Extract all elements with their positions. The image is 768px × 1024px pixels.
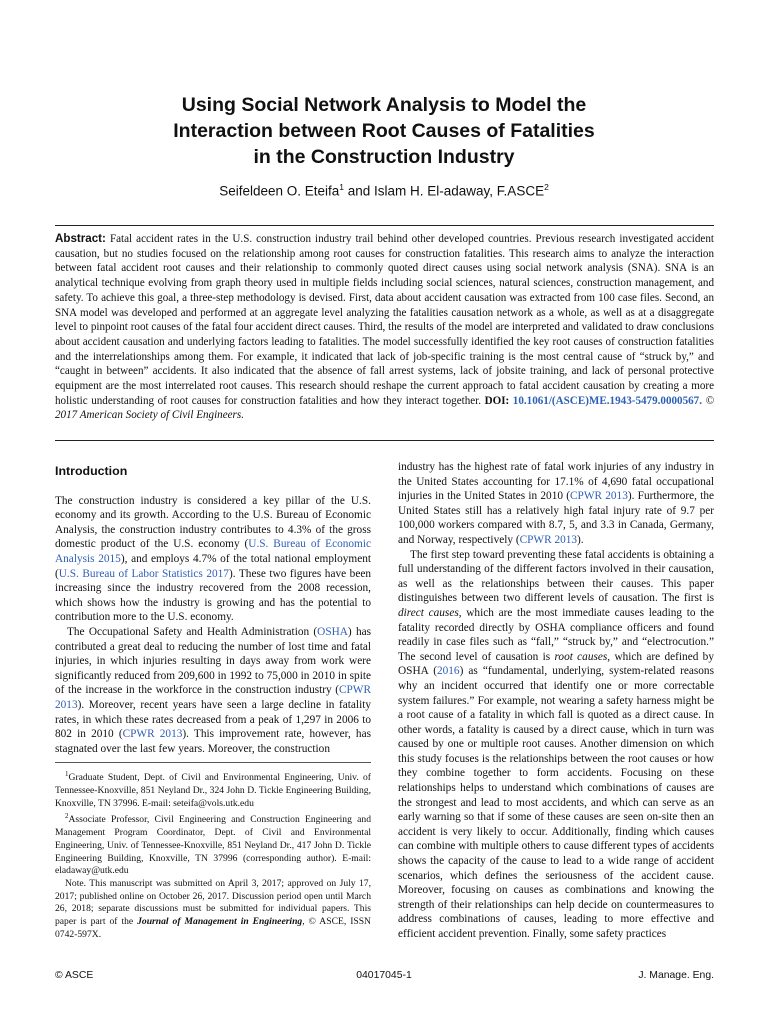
note-text-a: Note. This manuscript was submitted on April 3, 2017; approved on July 17, 2017; published online on October 26, 2017. Discussion period open until March 26, 2018; separate discussions must be submitted for individual papers. This paper is part of the (55, 878, 371, 928)
intro-p2-text-a: The Occupational Safety and Health Administration ( (67, 625, 318, 638)
citation-link-cpwr[interactable]: CPWR 2013 (570, 490, 628, 503)
author-1-affiliation-mark: 1 (339, 182, 344, 192)
footer-publisher: © ASCE (55, 970, 94, 981)
right-p2-text-a: The first step toward preventing these fatal accidents is obtaining a full understanding of the different factors involved in their causation, as well as the relationships between their causes. This paper distinguishes between two different levels of causation. The first is (398, 548, 714, 605)
footnote-2 (55, 810, 371, 878)
abstract-text: Fatal accident rates in the U.S. construction industry trail behind other developed countries. Previous research investigated accident causation, but no studies focused on the relationship among root causes for construction fatalities. This research aims to analyze the interaction between fatal accident root causes and their relationship to commonly quoted direct causes using social network analysis (SNA). SNA is an analytical technique evolving from graph theory used in multiple fields including social sciences, natural sciences, construction management, and safety. To achieve this goal, a three-step methodology is devised. First, data about accident causation was extracted from 100 case files. Second, an SNA model was developed and performed at an aggregate level analyzing the fatalities causation network as a whole, as well as at a disaggregate level to pinpoint root causes of the fatal four accident direct causes. Third, the results of the model are interpreted and validated to draw conclusions about accident causation and underlying factors leading to fatalities. The model successfully identified the key root causes of construction fatalities and the interrelationships among them. For example, it indicated that lack of job-specific training is the most central cause of “struck by,” and “caught in between” accidents. It also indicated that the absence of fall arrest systems, lack of jobsite training, and lack of personal protective equipment are the most interrelated root causes. This research should reshape the current approach to fatal accident causation by creating a more holistic understanding of root causes for construction fatalities and how they interact together. (55, 233, 714, 407)
journal-name: Journal of Management in Engineering (137, 916, 303, 928)
copyright-notice: © 2017 American Society of Civil Engineers. (55, 394, 714, 422)
right-p2-text-b: , which are the most immediate causes leading to the fatality recorded directly by OSHA compliance officers and found readily in case files such as “fall,” “struck by,” and “electrocution.” The second level of causation is (398, 606, 714, 663)
abstract-label: Abstract: (55, 232, 106, 245)
abstract-top-rule (55, 225, 714, 226)
right-p1-text-a: industry has the highest rate of fatal work injuries of any industry in the United States accounting for 17.1% of 4,690 fatal occupational injuries in the United States in 2010 ( (398, 461, 714, 503)
intro-paragraph-2 (55, 625, 371, 756)
citation-link-osha-2016[interactable]: 2016 (436, 665, 460, 678)
citation-link-cpwr[interactable]: CPWR 2013 (519, 533, 578, 546)
term-direct-causes: direct causes (398, 606, 459, 619)
footnotes (55, 768, 371, 942)
title-line-2: Interaction between Root Causes of Fatalities (173, 120, 595, 142)
left-column (55, 460, 371, 756)
right-paragraph-1 (398, 460, 714, 548)
citation-link-cpwr[interactable]: CPWR 2013 (55, 684, 371, 711)
abstract (55, 232, 714, 423)
citation-link-cpwr[interactable]: CPWR 2013 (122, 728, 183, 741)
paper-title (60, 92, 708, 170)
intro-p1-text-c: ). These two figures have been increasing since the industry recovered from the 2008 recession, which shows how the industry is growing and has the potential to contribution more to the U.S. economy. (55, 567, 371, 624)
author-2-name: and Islam H. El-adaway, F.ASCE (344, 183, 545, 199)
note-text-b: , © ASCE, ISSN 0742-597X. (55, 916, 371, 940)
term-root-causes: root causes (554, 650, 608, 663)
footnote-2-mark: 2 (65, 812, 69, 821)
footnote-rule (55, 762, 371, 763)
intro-p1-text-b: ), and employs 4.7% of the total national employment ( (55, 552, 371, 580)
abstract-bottom-rule (55, 440, 714, 441)
footnote-1 (55, 768, 371, 810)
right-p2-text-c: , which are defined by OSHA ( (398, 650, 714, 678)
footnote-2-text: Associate Professor, Civil Engineering and Construction Engineering and Management Program Coordinator, Dept. of Civil and Environmental Engineering, Univ. of Tennessee-Knoxville, 851 Neyland Dr., 417 John D. Tickle Engineering Building, Knoxville, TN 37996 (corresponding author). E-mail: eladaway@utk.edu (55, 814, 371, 877)
intro-p1-text-a: The construction industry is considered a key pillar of the U.S. economy and its growth. According to the U.S. Bureau of Economic Analysis, the construction industry contributes to 4.3% of the gross domestic product of the U.S. economy ( (55, 494, 371, 551)
author-1-name: Seifeldeen O. Eteifa (219, 183, 340, 199)
footnote-1-mark: 1 (65, 770, 69, 778)
author-line (60, 182, 708, 199)
submission-note (55, 878, 371, 942)
right-p2-text-d: ) as “fundamental, underlying, system-related reasons why an incident occurred that identify one or more correctable system failures.” For example, not wearing a safety harness might be a root cause of a fatality in which fall is quoted as a direct cause. In other words, a fatality is caused by a direct cause, which in turn was caused by one or multiple root causes. Another dimension on which this study focuses is the relationships between the root causes or how they combine together to form accidents. Focusing on these relationships helps to understand which combinations of causes are the strongest and lead to most accidents, and which can serve as an early warning so that if some of these causes are seen on-site then an accident is very likely to occur. Additionally, finding which causes can combine with multiple others to cause different types of accidents shows the capacity of the cause to lead to a wide range of accident scenarios, which defines the seriousness of the accident cause. Moreover, focusing on causes as combinations and knowing the strength of their relationships can help decide on countermeasures to address combinations of causes, leading to more effective and efficient accident prevention. Finally, some safety practices (398, 665, 715, 940)
right-column (398, 460, 714, 942)
title-line-3: in the Construction Industry (253, 146, 515, 168)
citation-link-bls[interactable]: U.S. Bureau of Labor Statistics 2017 (58, 567, 229, 580)
author-2-affiliation-mark: 2 (544, 182, 549, 192)
footer-journal: J. Manage. Eng. (638, 970, 714, 981)
right-p1-text-c: ). (577, 533, 584, 546)
citation-link-bea[interactable]: U.S. Bureau of Economic Analysis 2015 (55, 538, 371, 565)
intro-p2-text-c: ). Moreover, recent years have seen a large decline in fatality rates, in which these rates decreased from a peak of 1,297 in 2006 to 802 in 2010 ( (55, 698, 371, 741)
doi-label: DOI: (484, 394, 510, 407)
title-line-1: Using Social Network Analysis to Model the (181, 94, 587, 116)
intro-p2-text-b: ) has contributed a great deal to reducing the number of lost time and fatal injuries, in which injuries resulting in days away from work were significantly reduced from 209,600 in 1992 to 75,000 in 2010 in spite of the increase in the workforce in the construction industry ( (55, 625, 371, 697)
footer-article-number: 04017045-1 (356, 970, 412, 981)
right-paragraph-2 (398, 548, 714, 942)
citation-link-osha[interactable]: OSHA (317, 625, 348, 638)
section-heading-introduction: Introduction (55, 464, 128, 478)
intro-p2-text-d: ). This improvement rate, however, has stagnated over the last few years. Moreover, the construction (55, 728, 371, 755)
footnote-1-text: Graduate Student, Dept. of Civil and Environmental Engineering, Univ. of Tennessee-Knoxville, 851 Neyland Dr., 324 John D. Tickle Engineering Building, Knoxville, TN 37996. E-mail: seteifa@vols.utk.edu (55, 772, 371, 809)
intro-paragraph-1 (55, 494, 371, 625)
doi-link[interactable]: 10.1061/(ASCE)ME.1943-5479.0000567. (512, 394, 703, 407)
right-p1-text-b: ). Furthermore, the United States still has a relatively high fatal injury rate of 9.7 per 100,000 workers compared with 8.7, 5, and 3.3 in Canada, Germany, and Norway, respectively ( (398, 490, 715, 546)
